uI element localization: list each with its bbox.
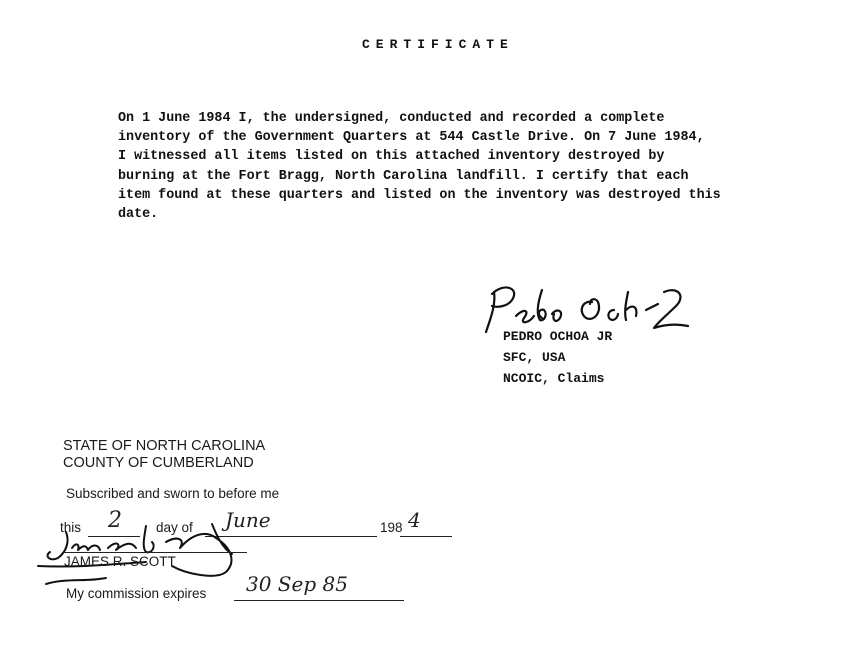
notary-commission-label: My commission expires (66, 586, 207, 601)
body-line: I witnessed all items listed on this attached inventory destroyed by (118, 149, 665, 165)
notary-month-value: June (225, 508, 271, 532)
body-line: inventory of the Government Quarters at 544 Castle Drive. On 7 June 1984, (118, 130, 705, 146)
body-line: burning at the Fort Bragg, North Carolina landfill. I certify that each (118, 168, 689, 184)
certificate-body (118, 109, 838, 224)
notary-day-label: day of (156, 520, 193, 535)
notary-sworn-text: Subscribed and sworn to before me (66, 486, 280, 501)
body-line: item found at these quarters and listed on the inventory was destroyed this (118, 187, 721, 203)
notary-year-suffix: 4 (408, 508, 421, 532)
body-line: date. (118, 207, 159, 223)
commission-underline (234, 600, 404, 601)
body-line: On 1 June 1984 I, the undersigned, conducted and recorded a complete (118, 111, 665, 126)
notary-printed-name: JAMES R. SCOTT (64, 554, 176, 569)
notary-state: STATE OF NORTH CAROLINA (63, 438, 266, 454)
signatory-block (503, 326, 612, 389)
signatory-rank: SFC, USA (503, 350, 566, 365)
certificate-title: CERTIFICATE (362, 37, 514, 52)
notary-year-prefix: 198 (380, 520, 403, 535)
signatory-name: PEDRO OCHOA JR (503, 329, 613, 344)
notary-commission-value: 30 Sep 85 (246, 572, 348, 596)
notary-county: COUNTY OF CUMBERLAND (63, 455, 254, 471)
notary-this-label: this (60, 520, 82, 535)
notary-signature-line (62, 552, 247, 553)
notary-day-value: 2 (108, 508, 122, 533)
signatory-title: NCOIC, Claims (503, 371, 605, 386)
year-underline (400, 536, 452, 537)
